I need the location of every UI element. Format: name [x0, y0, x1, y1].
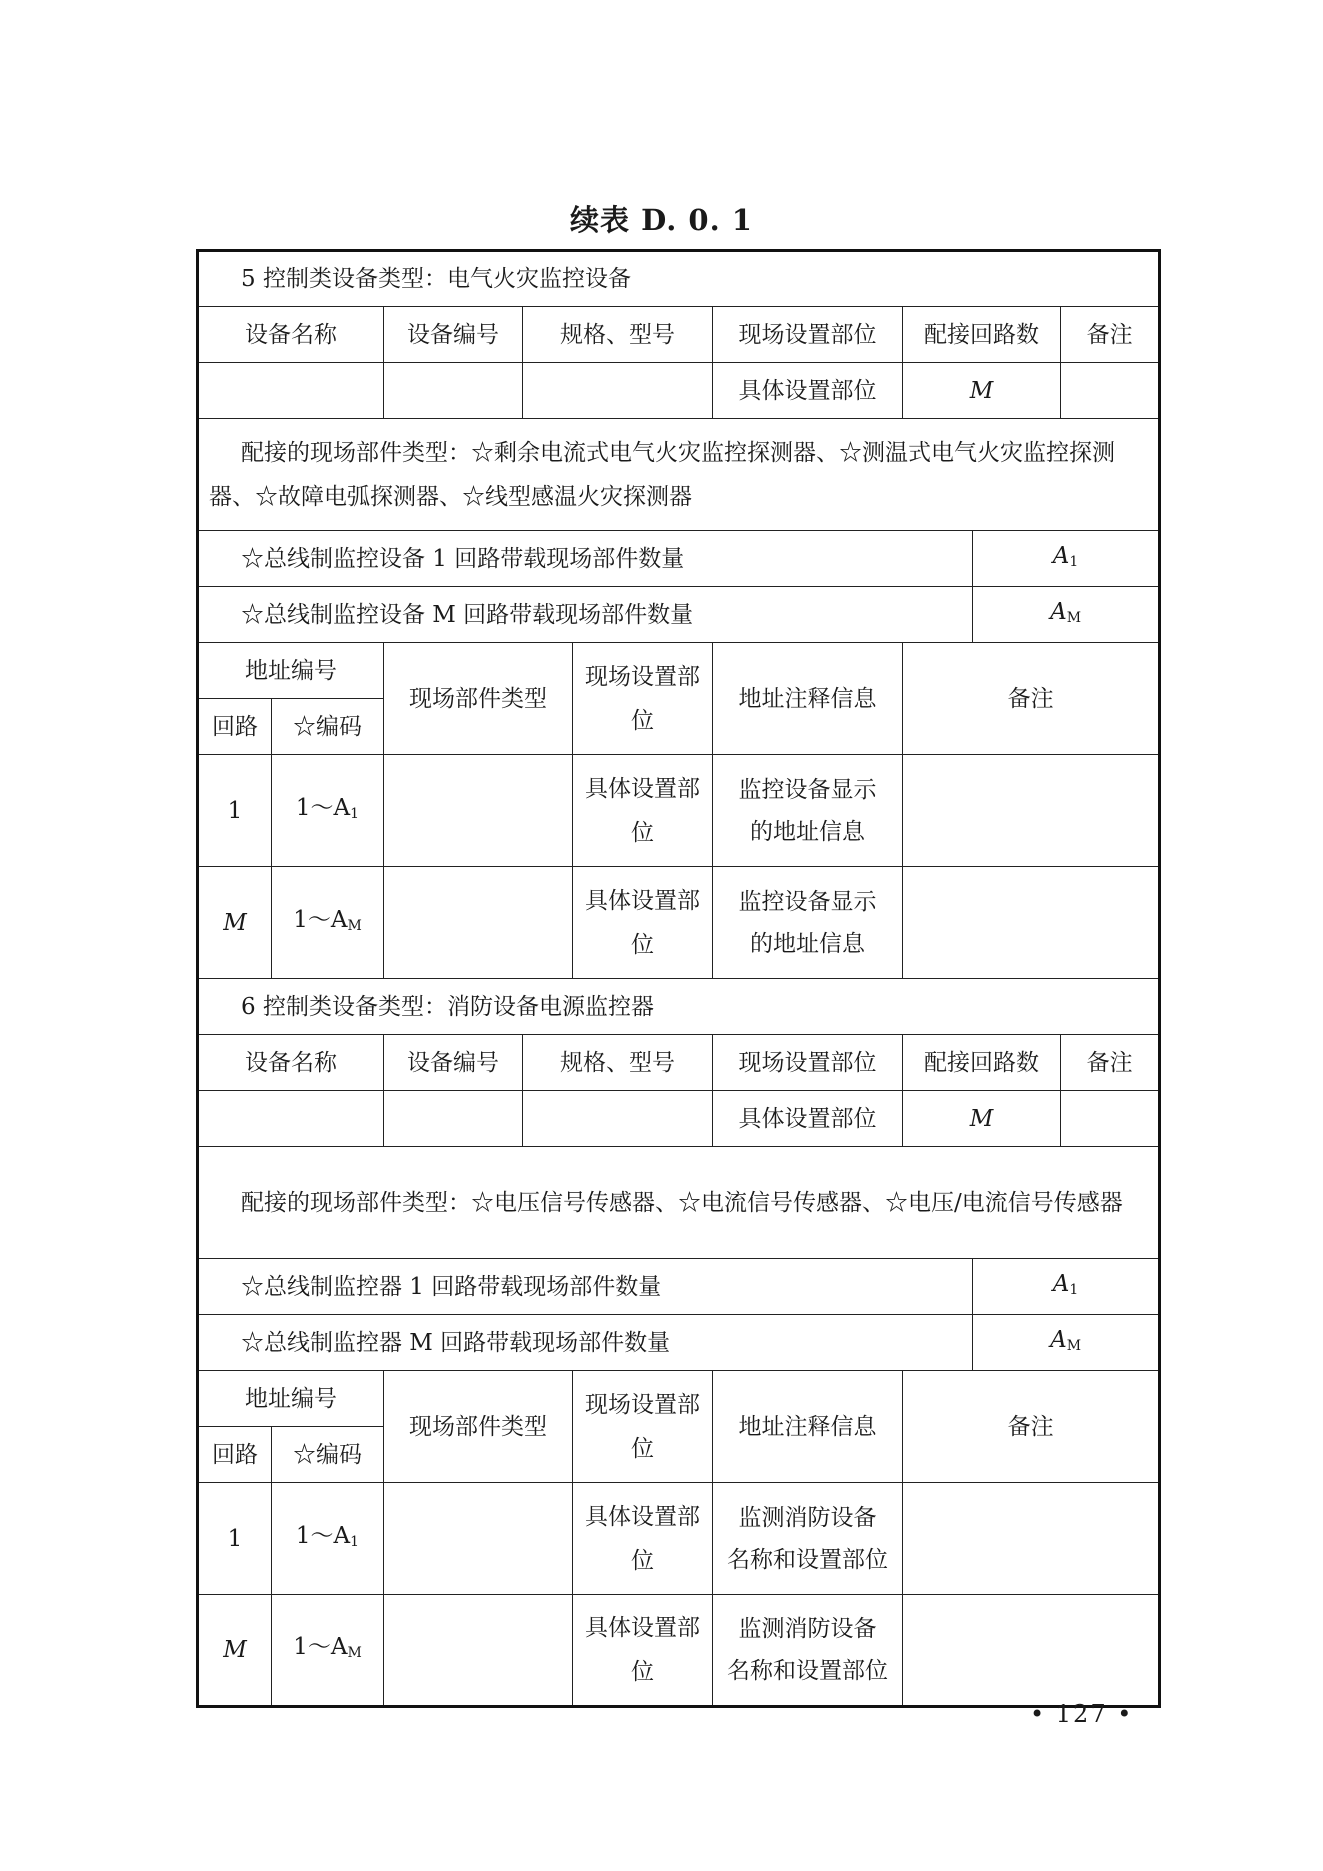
header-code: ☆编码 — [272, 699, 384, 755]
cell-code: $1\sim A_M$ — [272, 1595, 384, 1707]
header-address-note: 地址注释信息 — [713, 1371, 903, 1483]
header-device-name: 设备名称 — [198, 307, 384, 363]
cell-device-name — [198, 1091, 384, 1147]
header-code: ☆编码 — [272, 1427, 384, 1483]
component-types: 配接的现场部件类型：☆电压信号传感器、☆电流信号传感器、☆电压/电流信号传感器 — [198, 1147, 1160, 1259]
cell-address-note: 监测消防设备 名称和设置部位 — [713, 1483, 903, 1595]
cell-loop: M — [198, 867, 272, 979]
count-value: $A_1$ — [973, 531, 1160, 587]
header-remark: 备注 — [1061, 307, 1160, 363]
cell-part-type — [384, 1595, 573, 1707]
component-types: 配接的现场部件类型：☆剩余电流式电气火灾监控探测器、☆测温式电气火灾监控探测器、☆故障电弧探测器、☆线型感温火灾探测器 — [198, 419, 1160, 531]
cell-address-note: 监测消防设备 名称和设置部位 — [713, 1595, 903, 1707]
cell-site-location: 具体设置部位 — [713, 363, 903, 419]
page-number: • 127 • — [1030, 1700, 1134, 1728]
cell-part-location: 具体设置部位 — [573, 867, 713, 979]
header-address: 地址编号 — [198, 1371, 384, 1427]
header-remark: 备注 — [1061, 1035, 1160, 1091]
cell-device-name — [198, 363, 384, 419]
header-loop: 回路 — [198, 1427, 272, 1483]
record-table — [196, 249, 1161, 1708]
cell-part-remark — [903, 1595, 1160, 1707]
cell-part-location: 具体设置部位 — [573, 1483, 713, 1595]
header-site-location: 现场设置部位 — [713, 1035, 903, 1091]
header-part-type: 现场部件类型 — [384, 1371, 573, 1483]
cell-part-remark — [903, 755, 1160, 867]
header-spec-model: 规格、型号 — [523, 307, 713, 363]
header-part-location: 现场设置部位 — [573, 1371, 713, 1483]
cell-spec-model — [523, 363, 713, 419]
cell-code: $1\sim A_M$ — [272, 867, 384, 979]
cell-address-note: 监控设备显示 的地址信息 — [713, 867, 903, 979]
header-part-location: 现场设置部位 — [573, 643, 713, 755]
cell-part-location: 具体设置部位 — [573, 755, 713, 867]
header-part-remark: 备注 — [903, 1371, 1160, 1483]
cell-loop-count: M — [903, 1091, 1061, 1147]
cell-address-note: 监控设备显示 的地址信息 — [713, 755, 903, 867]
count-label: ☆总线制监控设备 1 回路带载现场部件数量 — [198, 531, 973, 587]
header-device-id: 设备编号 — [384, 1035, 523, 1091]
cell-spec-model — [523, 1091, 713, 1147]
header-device-name: 设备名称 — [198, 1035, 384, 1091]
cell-loop: 1 — [198, 755, 272, 867]
count-label: ☆总线制监控器 1 回路带载现场部件数量 — [198, 1259, 973, 1315]
cell-part-remark — [903, 867, 1160, 979]
cell-part-type — [384, 867, 573, 979]
header-loop: 回路 — [198, 699, 272, 755]
section-title: 6 控制类设备类型：消防设备电源监控器 — [198, 979, 1160, 1035]
cell-device-id — [384, 363, 523, 419]
cell-remark — [1061, 1091, 1160, 1147]
header-address: 地址编号 — [198, 643, 384, 699]
header-spec-model: 规格、型号 — [523, 1035, 713, 1091]
cell-part-remark — [903, 1483, 1160, 1595]
cell-loop: 1 — [198, 1483, 272, 1595]
cell-remark — [1061, 363, 1160, 419]
count-value: $A_M$ — [973, 1315, 1160, 1371]
header-loop-count: 配接回路数 — [903, 1035, 1061, 1091]
header-loop-count: 配接回路数 — [903, 307, 1061, 363]
count-label: ☆总线制监控器 M 回路带载现场部件数量 — [198, 1315, 973, 1371]
cell-loop-count: M — [903, 363, 1061, 419]
cell-code: $1\sim A_1$ — [272, 1483, 384, 1595]
count-label: ☆总线制监控设备 M 回路带载现场部件数量 — [198, 587, 973, 643]
cell-part-type — [384, 755, 573, 867]
count-value: $A_1$ — [973, 1259, 1160, 1315]
cell-device-id — [384, 1091, 523, 1147]
header-part-type: 现场部件类型 — [384, 643, 573, 755]
cell-part-type — [384, 1483, 573, 1595]
cell-loop: M — [198, 1595, 272, 1707]
cell-code: $1\sim A_1$ — [272, 755, 384, 867]
count-value: $A_M$ — [973, 587, 1160, 643]
header-device-id: 设备编号 — [384, 307, 523, 363]
header-address-note: 地址注释信息 — [713, 643, 903, 755]
cell-site-location: 具体设置部位 — [713, 1091, 903, 1147]
cell-part-location: 具体设置部位 — [573, 1595, 713, 1707]
page-title: 续表 D. 0. 1 — [570, 203, 753, 237]
header-site-location: 现场设置部位 — [713, 307, 903, 363]
section-title: 5 控制类设备类型：电气火灾监控设备 — [198, 251, 1160, 307]
header-part-remark: 备注 — [903, 643, 1160, 755]
